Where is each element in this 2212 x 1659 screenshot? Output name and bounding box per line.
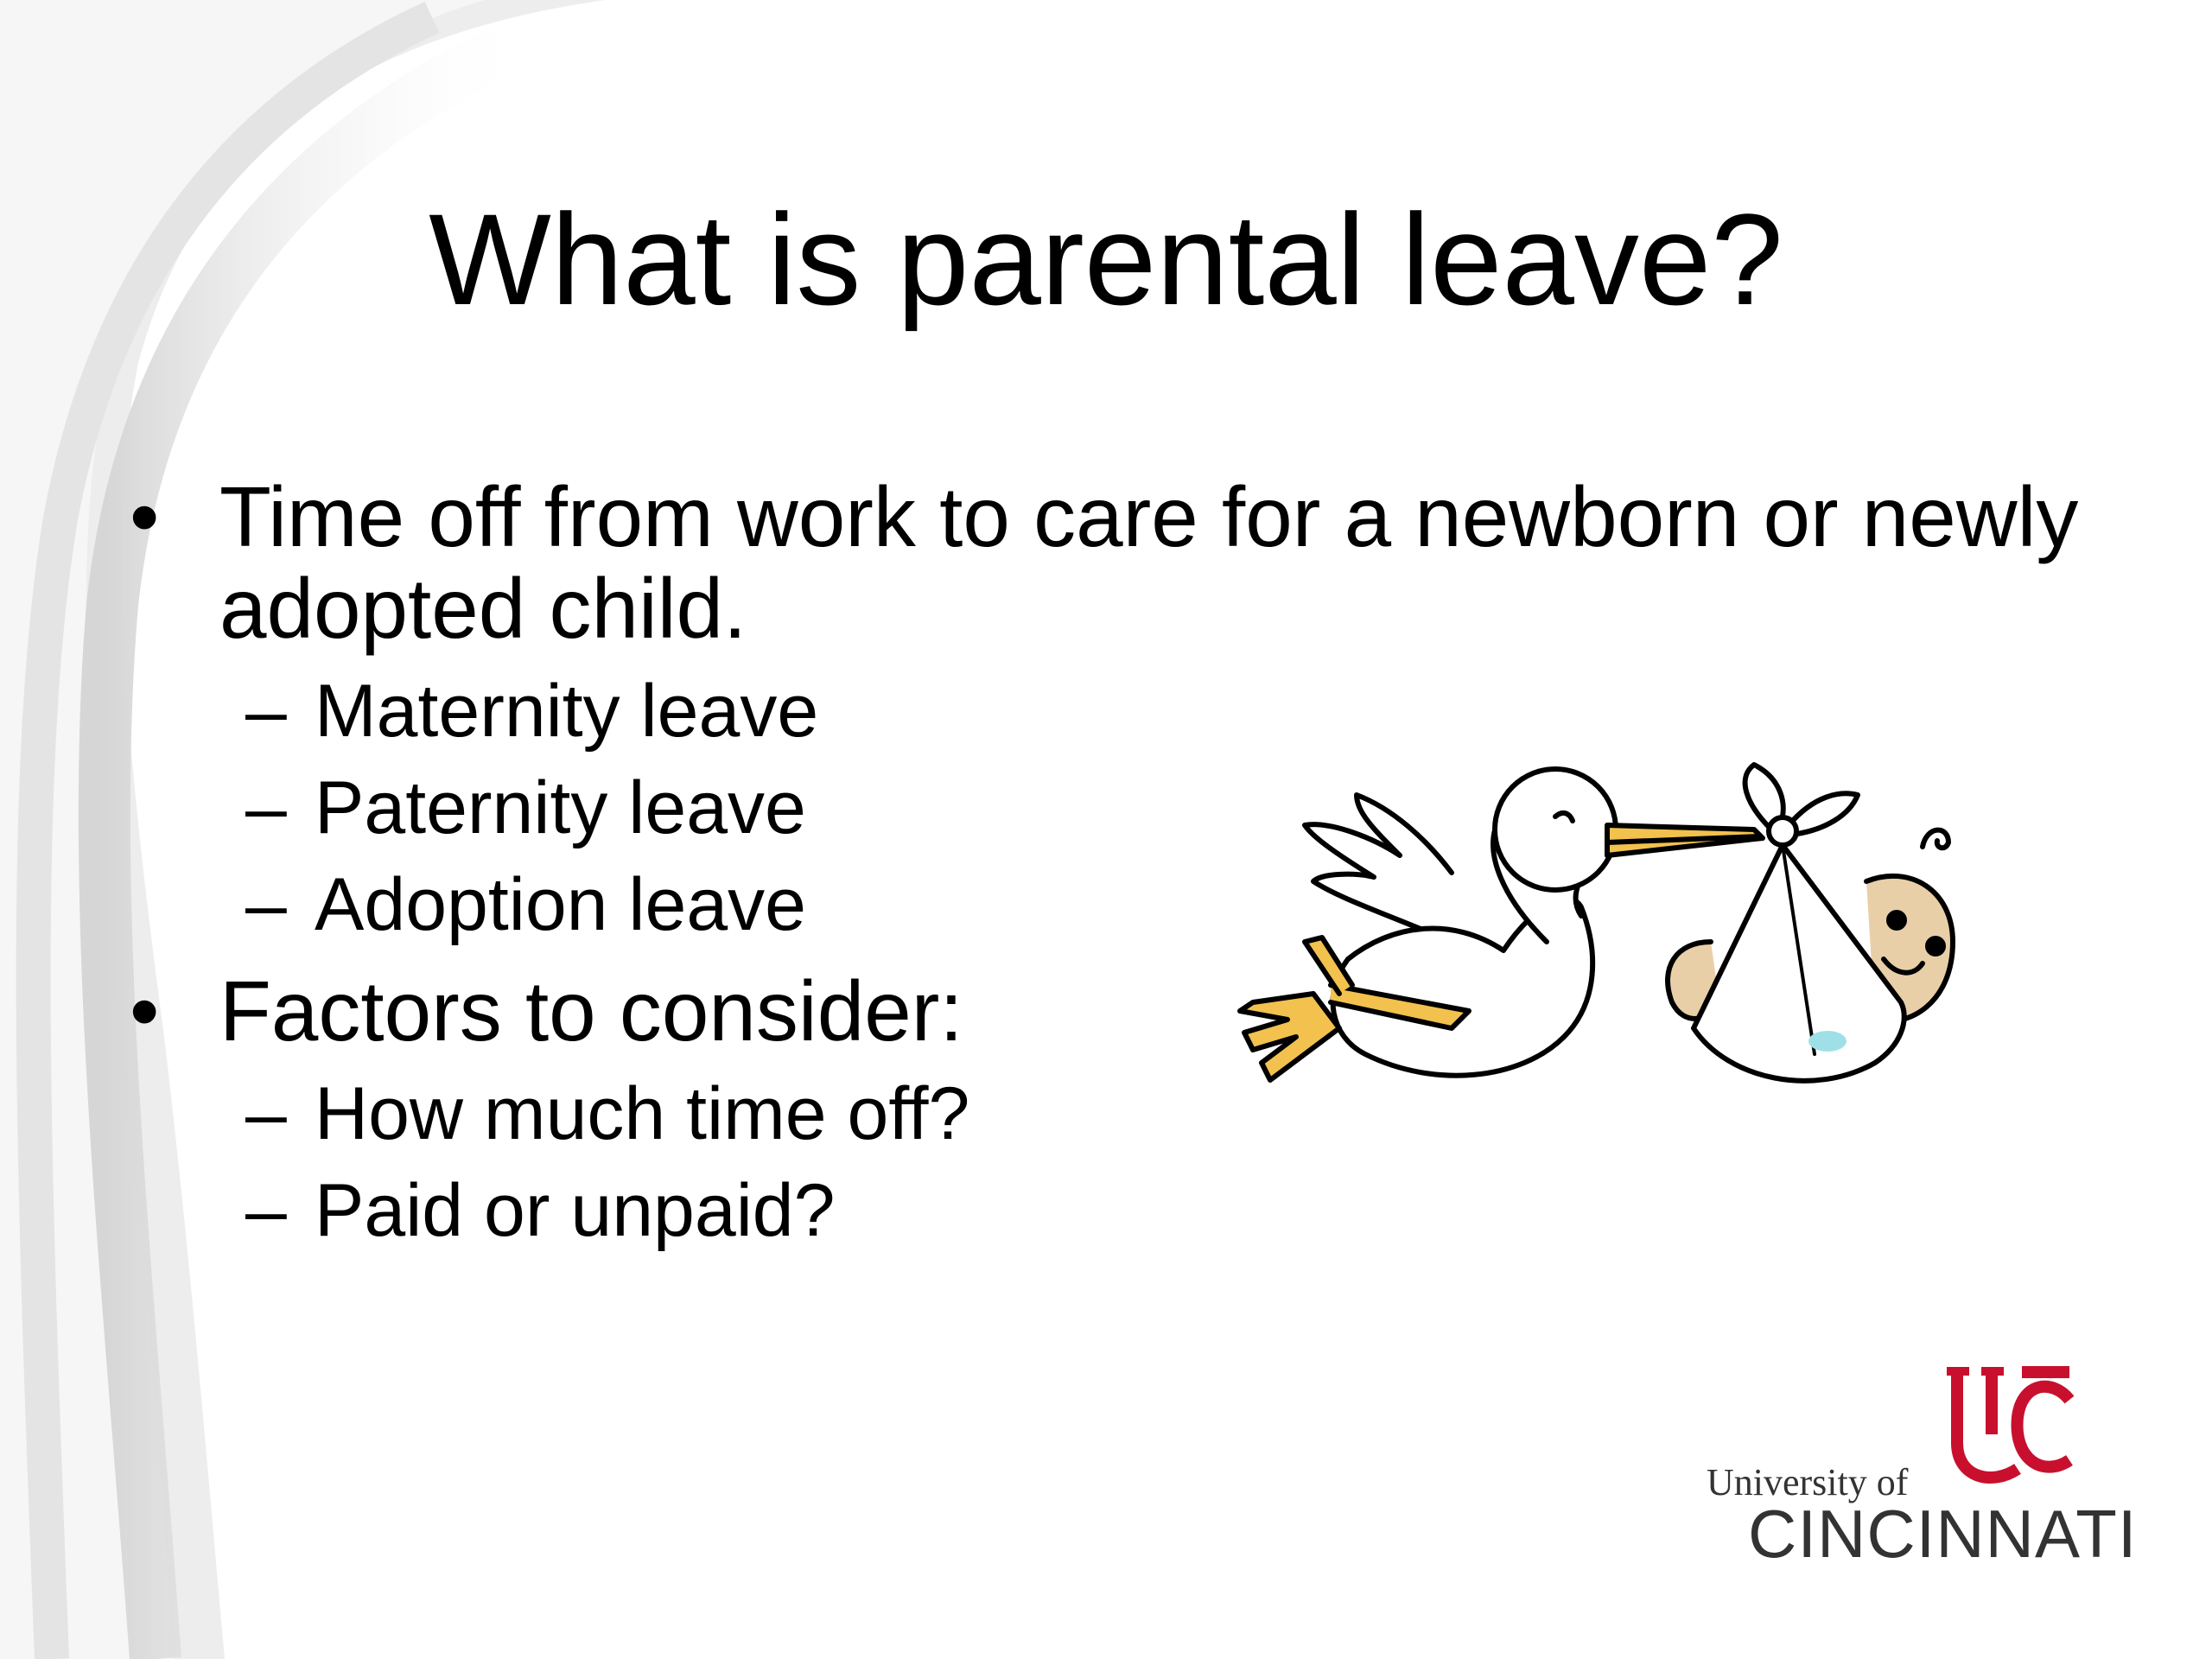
sub-bullet-text: Adoption leave	[315, 863, 806, 946]
bullet-dot: •	[130, 469, 160, 564]
uc-monogram-icon	[1940, 1365, 2087, 1495]
sub-bullet-dash: –	[245, 1072, 287, 1155]
sub-bullet-text: Maternity leave	[315, 670, 819, 753]
bullet-text: Time off from work to care for a newborn or newly adopted child.	[219, 469, 2079, 656]
sub-bullet-item	[219, 1162, 2117, 1259]
logo-line-1: University of	[1707, 1461, 1909, 1503]
sub-bullet-dash: –	[245, 1169, 287, 1252]
stork-carrying-baby-icon	[1192, 743, 2022, 1158]
sub-bullet-text: Paid or unpaid?	[315, 1169, 836, 1252]
sub-bullet-dash: –	[245, 766, 287, 849]
sub-bullet-dash: –	[245, 670, 287, 753]
bullet-text: Factors to consider:	[219, 963, 963, 1058]
sub-bullet-text: Paternity leave	[315, 766, 806, 849]
slide-title: What is parental leave?	[429, 187, 1783, 332]
sub-bullet-text: How much time off?	[315, 1072, 970, 1155]
university-logo	[1698, 1365, 2147, 1581]
logo-line-2: CINCINNATI	[1748, 1496, 2138, 1572]
bullet-dot: •	[130, 963, 160, 1058]
sub-bullet-dash: –	[245, 863, 287, 946]
